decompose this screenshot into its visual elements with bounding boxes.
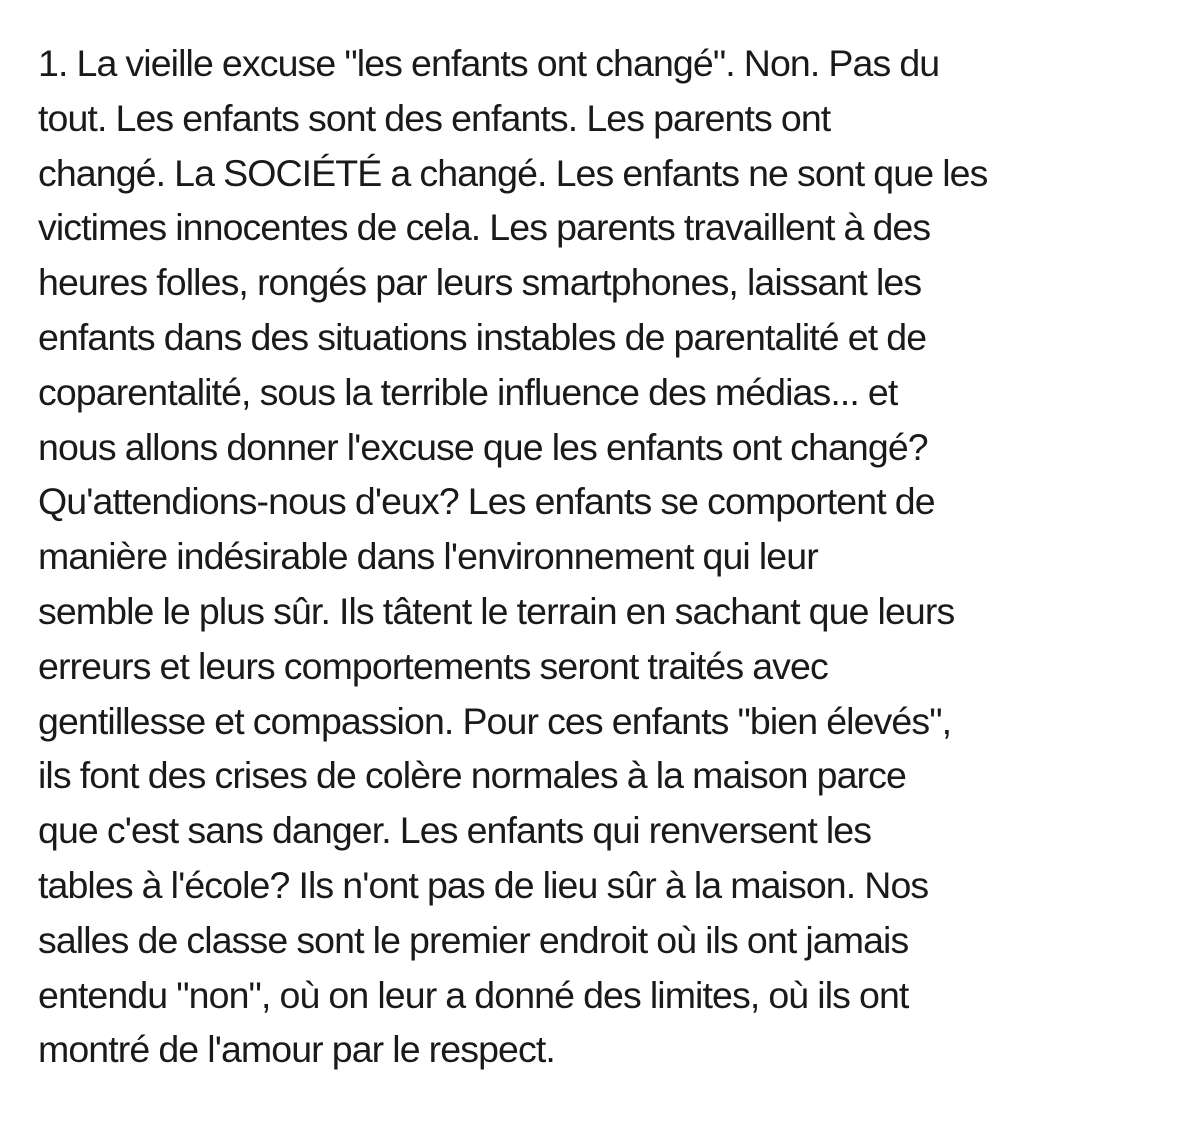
text-line: gentillesse et compassion. Pour ces enfants "bien élevés", [38, 699, 952, 742]
text-line: tables à l'école? Ils n'ont pas de lieu sûr à la maison. Nos [38, 863, 929, 906]
text-line: tout. Les enfants sont des enfants. Les parents ont [38, 96, 831, 139]
text-line: manière indésirable dans l'environnement qui leur [38, 535, 818, 578]
text-line: erreurs et leurs comportements seront traités avec [38, 644, 828, 687]
text-line: entendu "non", où on leur a donné des limites, où ils ont [38, 973, 909, 1016]
text-line: semble le plus sûr. Ils tâtent le terrain en sachant que leurs [38, 589, 955, 632]
text-line: changé. La SOCIÉTÉ a changé. Les enfants ne sont que les [38, 151, 988, 194]
text-line: 1. La vieille excuse "les enfants ont changé". Non. Pas du [38, 42, 940, 84]
text-line: nous allons donner l'excuse que les enfants ont changé? [38, 425, 928, 468]
text-line: heures folles, rongés par leurs smartphones, laissant les [38, 261, 922, 304]
text-line: salles de classe sont le premier endroit où ils ont jamais [38, 918, 909, 961]
text-line: montré de l'amour par le respect. [38, 1028, 555, 1071]
paragraph-text [38, 36, 1188, 1077]
text-line: que c'est sans danger. Les enfants qui renversent les [38, 809, 872, 852]
text-line: Qu'attendions-nous d'eux? Les enfants se comportent de [38, 480, 935, 523]
text-line: enfants dans des situations instables de parentalité et de [38, 315, 927, 358]
text-line: victimes innocentes de cela. Les parents travaillent à des [38, 206, 931, 249]
text-line: ils font des crises de colère normales à la maison parce [38, 754, 906, 797]
text-line: coparentalité, sous la terrible influence des médias... et [38, 370, 898, 413]
